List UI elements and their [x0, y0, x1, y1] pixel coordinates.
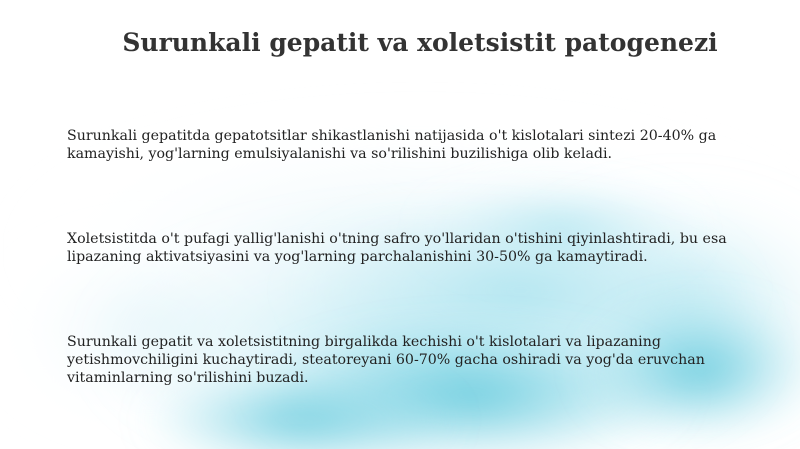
paragraph-hepatitis: Surunkali gepatitda gepatotsitlar shikastlanishi natijasida o't kislotalari sintezi 20-40% ga kamayishi, yog'larning emulsiyalanishi va so'rilishini buzilishiga olib keladi.: [67, 128, 717, 162]
paragraph-combined: Surunkali gepatit va xoletsistitning birgalikda kechishi o't kislotalari va lipazaning yetishmovchiligini kuchaytiradi, steatoreyani 60-70% gacha oshiradi va yog'da eruvchan vitaminlarning so'rilishini buzadi.: [67, 334, 705, 386]
slide-title: Surunkali gepatit va xoletsistit patogenezi: [122, 28, 718, 57]
paragraph-cholecystitis: Xoletsistitda o't pufagi yallig'lanishi o'tning safro yo'llaridan o'tishini qiyinlashtiradi, bu esa lipazaning aktivatsiyasini va yog'larning parchalanishini 30-50% ga kamaytiradi.: [67, 231, 727, 265]
